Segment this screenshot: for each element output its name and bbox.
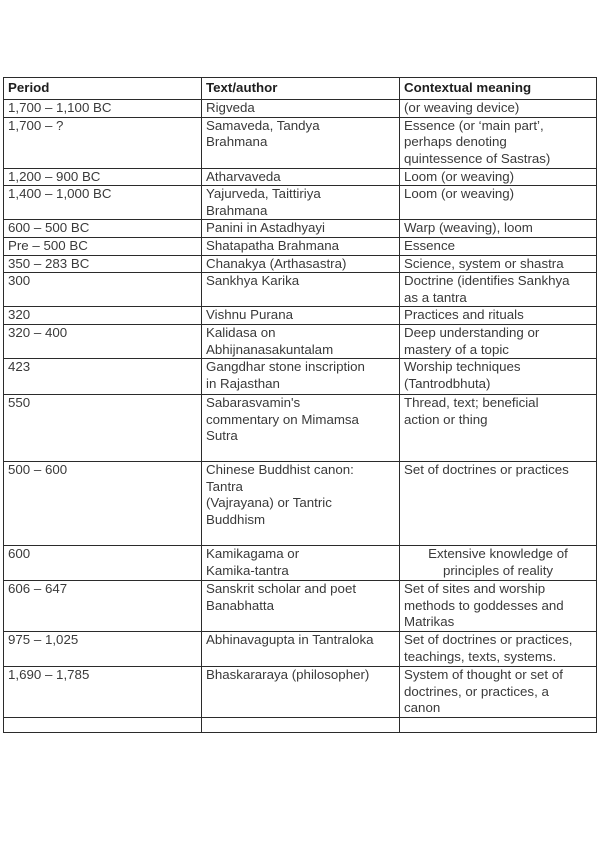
meaning-cell [400,186,597,220]
meaning-cell [400,273,597,307]
meaning-cell [400,581,597,632]
period-text: 600 – 500 BC [8,220,90,236]
meaning-text: Loom (or weaving) [404,168,515,184]
table-row [4,462,597,546]
text-author-cell [202,100,400,118]
period-cell [4,324,202,358]
meaning-text: Deep understanding or mastery of a topic [404,324,540,357]
period-text: 320 – 400 [8,324,68,340]
table-row [4,255,597,273]
table-row [4,632,597,667]
text-author-text: Vishnu Purana [206,307,293,323]
meaning-cell [400,117,597,168]
table-row [4,307,597,325]
text-author-cell [202,220,400,238]
period-cell [4,359,202,395]
period-text: 550 [8,395,31,411]
table-row [4,117,597,168]
header-contextual-meaning: Contextual meaning [400,78,597,100]
meaning-text: (or weaving device) [404,100,520,115]
meaning-text: Doctrine (identifies Sankhya as a tantra [404,273,570,305]
meaning-text: Set of sites and worship methods to goddesses and Matrikas [404,581,564,630]
meaning-cell [400,168,597,186]
table-row [4,220,597,238]
period-cell [4,307,202,325]
period-cell [4,667,202,718]
text-author-cell [202,307,400,325]
period-text: 1,400 – 1,000 BC [8,186,112,202]
text-author-text: Sankhya Karika [206,273,300,289]
meaning-cell [400,100,597,118]
period-cell [4,255,202,273]
meaning-text: Essence (or ‘main part’, perhaps denoting quintessence of Sastras) [404,117,551,166]
text-author-text: Yajurveda, Taittiriya Brahmana [206,186,321,218]
period-cell [4,718,202,733]
meaning-text: Worship techniques (Tantrodbhuta) [404,359,521,391]
period-text: 320 [8,307,31,323]
meaning-text: Warp (weaving), loom [404,220,533,236]
text-author-text: Kalidasa on Abhijnanasakuntalam [206,324,334,357]
period-cell [4,462,202,546]
text-author-cell [202,395,400,462]
text-author-text: Chinese Buddhist canon: Tantra (Vajrayana) or Tantric Buddhism [206,462,354,527]
meaning-cell [400,220,597,238]
period-cell [4,546,202,581]
period-text: 300 [8,273,31,289]
table-row [4,359,597,395]
period-text: 606 – 647 [8,581,68,597]
text-author-cell [202,667,400,718]
period-text: 1,200 – 900 BC [8,168,101,184]
text-author-text: Sabarasvamin's commentary on Mimamsa Sutra [206,395,359,444]
table-row [4,186,597,220]
meaning-cell [400,307,597,325]
text-author-cell [202,273,400,307]
text-author-cell [202,718,400,733]
text-author-cell [202,168,400,186]
header-period: Period [4,78,202,100]
period-text: 975 – 1,025 [8,632,79,648]
meaning-cell [400,395,597,462]
meaning-cell [400,359,597,395]
meaning-text: Science, system or shastra [404,255,564,271]
period-text: 1,690 – 1,785 [8,667,90,683]
period-text: Pre – 500 BC [8,237,88,253]
text-author-text: Bhaskararaya (philosopher) [206,667,370,683]
tantra-meaning-table [3,77,597,733]
table-row [4,581,597,632]
period-cell [4,237,202,255]
text-author-cell [202,359,400,395]
table-row [4,273,597,307]
period-text: 1,700 – 1,100 BC [8,100,112,115]
text-author-cell [202,255,400,273]
table-row [4,546,597,581]
meaning-text: Essence [404,237,455,253]
text-author-text: Rigveda [206,100,255,115]
period-cell [4,581,202,632]
period-cell [4,117,202,168]
meaning-text: System of thought or set of doctrines, or practices, a canon [404,667,563,716]
text-author-text: Kamikagama or Kamika-tantra [206,546,300,578]
table-row [4,168,597,186]
period-text: 1,700 – ? [8,117,64,133]
text-author-text: Sanskrit scholar and poet Banabhatta [206,581,357,613]
meaning-cell [400,546,597,581]
period-cell [4,395,202,462]
text-author-cell [202,117,400,168]
period-text: 350 – 283 BC [8,255,90,271]
meaning-text: Extensive knowledge of principles of reality [428,546,568,578]
meaning-cell [400,718,597,733]
table-row [4,324,597,358]
period-cell [4,632,202,667]
meaning-text: Set of doctrines or practices, teachings, texts, systems. [404,632,573,664]
header-text-author: Text/author [202,78,400,100]
table-header-row [4,78,597,100]
text-author-text: Atharvaveda [206,168,281,184]
meaning-cell [400,255,597,273]
table-row [4,100,597,118]
meaning-text: Practices and rituals [404,307,524,323]
text-author-cell [202,186,400,220]
period-cell [4,100,202,118]
text-author-cell [202,632,400,667]
table-row [4,395,597,462]
meaning-text: Thread, text; beneficial action or thing [404,395,539,427]
text-author-cell [202,462,400,546]
table-row [4,237,597,255]
text-author-text: Samaveda, Tandya Brahmana [206,117,320,150]
text-author-text: Abhinavagupta in Tantraloka [206,632,374,648]
period-cell [4,220,202,238]
period-cell [4,186,202,220]
text-author-text: Shatapatha Brahmana [206,237,340,253]
text-author-cell [202,581,400,632]
meaning-cell [400,667,597,718]
period-text: 423 [8,359,31,375]
period-cell [4,273,202,307]
table-row [4,667,597,718]
text-author-text: Chanakya (Arthasastra) [206,255,347,271]
period-text: 600 [8,546,31,562]
period-cell [4,168,202,186]
meaning-text: Set of doctrines or practices [404,462,569,478]
meaning-text: Loom (or weaving) [404,186,515,202]
meaning-cell [400,632,597,667]
table-row-empty [4,718,597,733]
period-text: 500 – 600 [8,462,68,478]
text-author-text: Panini in Astadhyayi [206,220,326,236]
meaning-cell [400,237,597,255]
text-author-cell [202,546,400,581]
text-author-text: Gangdhar stone inscription in Rajasthan [206,359,365,391]
text-author-cell [202,324,400,358]
meaning-cell [400,462,597,546]
meaning-cell [400,324,597,358]
text-author-cell [202,237,400,255]
